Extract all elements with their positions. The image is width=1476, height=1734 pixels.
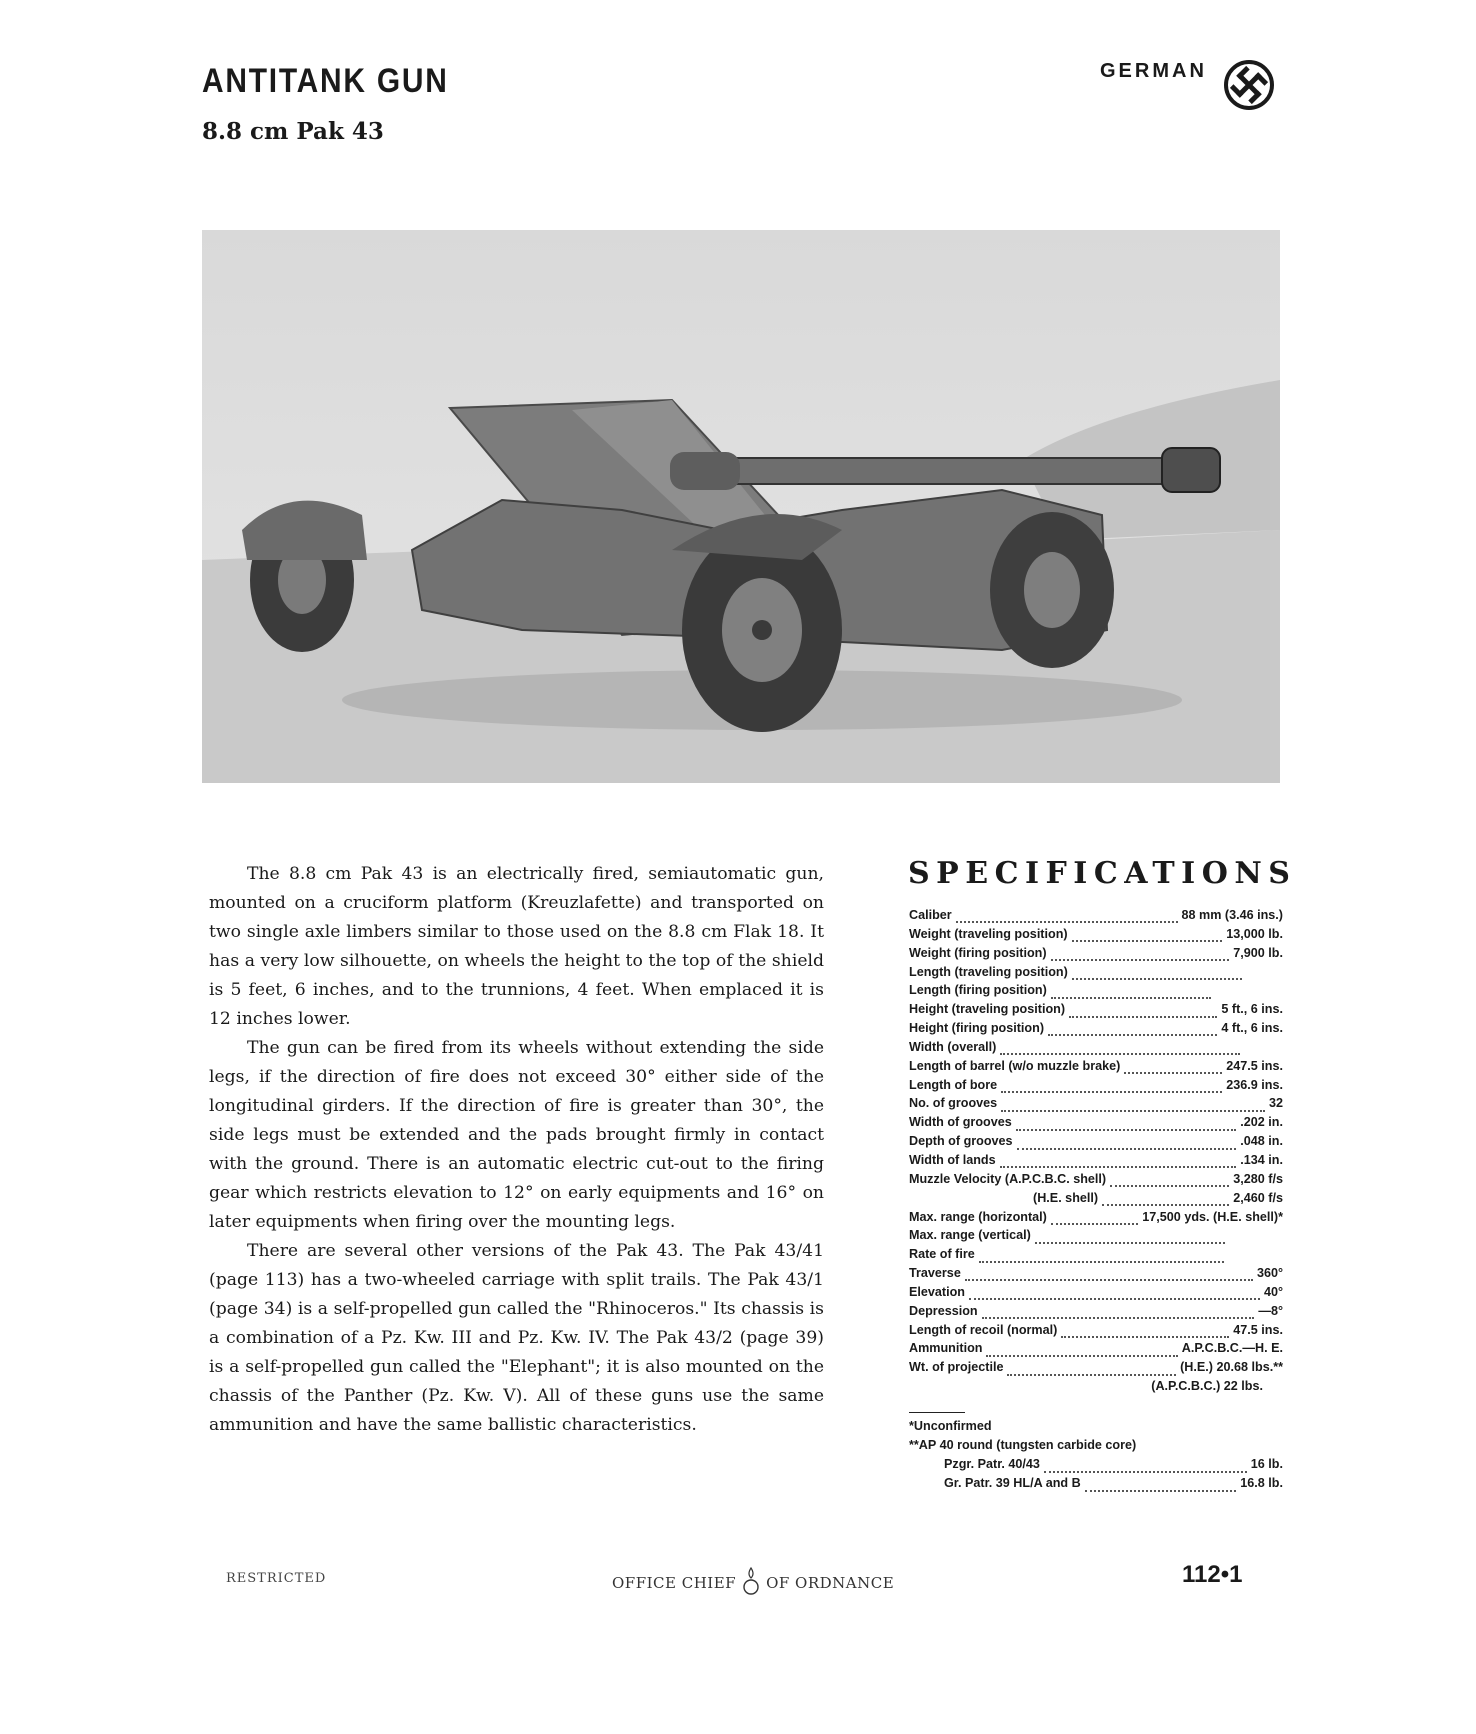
ordnance-bomb-icon — [742, 1566, 760, 1600]
spec-row: (H.E. shell) 2,460 f/s — [1033, 1190, 1283, 1205]
spec-row: No. of grooves 32 — [909, 1096, 1283, 1111]
spec-row: Ammunition A.P.C.B.C.—H. E. — [909, 1341, 1283, 1356]
spec-row: Max. range (vertical) — [909, 1228, 1283, 1247]
page-number: 112•1 — [1182, 1561, 1243, 1588]
national-emblem-icon — [1223, 59, 1275, 111]
footnote-item: Gr. Patr. 39 HL/A and B 16.8 lb. — [944, 1476, 1283, 1490]
spec-row: Wt. of projectile (H.E.) 20.68 lbs.** — [909, 1360, 1283, 1375]
spec-row: Width of grooves .202 in. — [909, 1115, 1283, 1130]
spec-row: Width (overall) — [909, 1040, 1283, 1059]
spec-row: (A.P.C.B.C.) 22 lbs. — [1151, 1379, 1263, 1394]
spec-row: Elevation 40° — [909, 1284, 1283, 1299]
spec-row: Length of bore 236.9 ins. — [909, 1077, 1283, 1092]
footnote-rule — [909, 1412, 965, 1413]
paragraph: The 8.8 cm Pak 43 is an electrically fired, semiautomatic gun, mounted on a cruciform platform (Kreuzlafette) and transported on two single axle limbers similar to those used on the 8.8 cm Flak 18. It has a very low silhouette, on wheels the height to the top of the shield is 5 feet, 6 inches, and to the trunnions, 4 feet. When emplaced it is 12 inches lower. — [209, 864, 824, 1029]
spec-row: Weight (firing position) 7,900 lb. — [909, 945, 1283, 960]
footnote-unconfirmed: *Unconfirmed — [909, 1419, 992, 1433]
office-label-left: OFFICE CHIEF — [612, 1574, 737, 1592]
spec-row: Length of barrel (w/o muzzle brake) 247.5 ins. — [909, 1058, 1283, 1073]
spec-row: Height (firing position) 4 ft., 6 ins. — [909, 1021, 1283, 1036]
spec-row: Caliber 88 mm (3.46 ins.) — [909, 908, 1283, 922]
spec-row: Depression —8° — [909, 1303, 1283, 1318]
spec-row: Width of lands .134 in. — [909, 1152, 1283, 1167]
spec-row: Length (traveling position) — [909, 965, 1283, 984]
spec-row: Max. range (horizontal) 17,500 yds. (H.E. shell)* — [909, 1209, 1283, 1224]
office-label — [612, 1566, 894, 1600]
country-label: GERMAN — [1100, 60, 1207, 82]
office-label-right: OF ORDNANCE — [766, 1574, 895, 1592]
spec-row: Rate of fire — [909, 1247, 1283, 1266]
page-subtitle: 8.8 cm Pak 43 — [202, 118, 384, 145]
spec-row: Length of recoil (normal) 47.5 ins. — [909, 1322, 1283, 1337]
page-title: ANTITANK GUN — [202, 62, 449, 100]
footnote-item: Pzgr. Patr. 40/43 16 lb. — [944, 1457, 1283, 1471]
gun-photograph — [202, 230, 1280, 783]
footnote-ap40: **AP 40 round (tungsten carbide core) — [909, 1438, 1137, 1452]
specifications-heading: SPECIFICATIONS — [908, 856, 1297, 891]
spec-row: Length (firing position) — [909, 983, 1283, 1002]
spec-row: Traverse 360° — [909, 1266, 1283, 1281]
spec-row: Muzzle Velocity (A.P.C.B.C. shell) 3,280 f/s — [909, 1171, 1283, 1186]
paragraph: There are several other versions of the Pak 43. The Pak 43/41 (page 113) has a two-wheeled carriage with split trails. The Pak 43/1 (page 34) is a self-propelled gun called the "Rhinoceros." Its chassis is a combination of a Pz. Kw. III and Pz. Kw. IV. The Pak 43/2 (page 39) is a self-propelled gun called the "Elephant"; it is also mounted on the chassis of the Panther (Pz. Kw. V). All of these guns use the same ammunition and have the same ballistic characteristics. — [209, 1241, 824, 1435]
spec-row: Height (traveling position) 5 ft., 6 ins. — [909, 1002, 1283, 1017]
body-text — [209, 860, 824, 1440]
footnotes — [909, 1412, 1283, 1495]
specifications-table — [909, 908, 1283, 1398]
spec-row: Weight (traveling position) 13,000 lb. — [909, 926, 1283, 941]
spec-row: Depth of grooves .048 in. — [909, 1134, 1283, 1149]
paragraph: The gun can be fired from its wheels without extending the side legs, if the direction of fire does not exceed 30° either side of the longitudinal girders. If the direction of fire is greater than 30°, the side legs must be extended and the pads brought firmly in contact with the ground. There is an automatic electric cut-out to the firing gear which restricts elevation to 12° on early equipments and 16° on later equipments when firing over the mounting legs. — [209, 1038, 824, 1232]
classification-label: RESTRICTED — [226, 1571, 327, 1586]
